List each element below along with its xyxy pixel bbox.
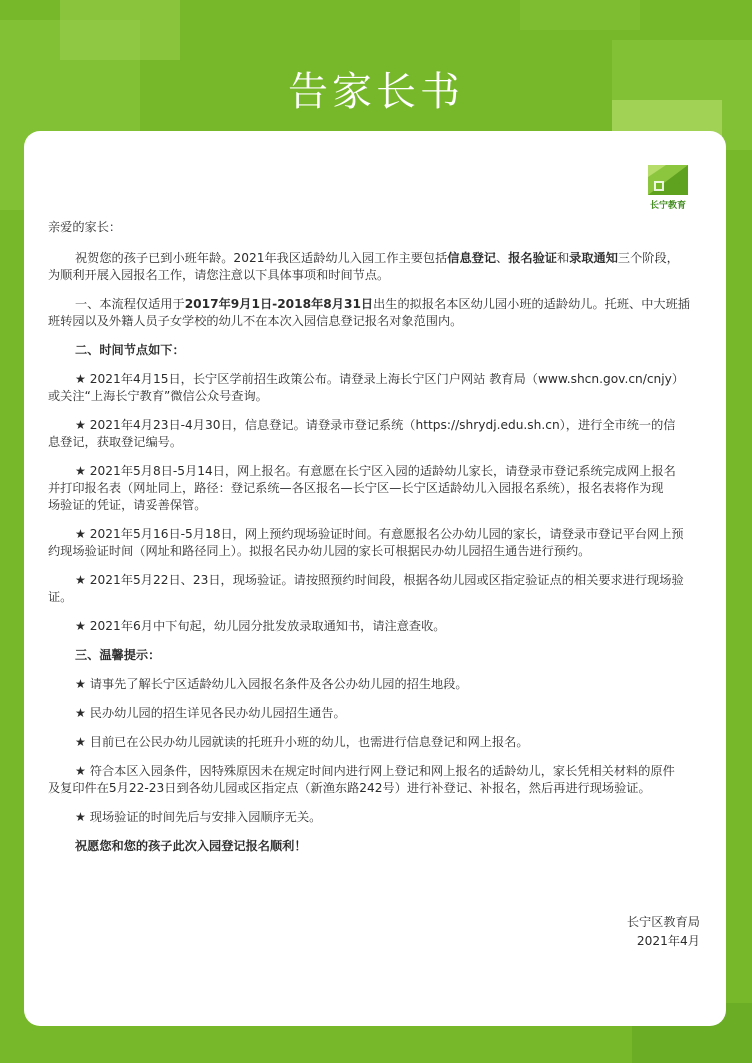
timeline-line: 并打印报名表（网址同上，路径：登记系统—各区报名—长宁区—长宁区适龄幼儿入园报名系统），报名表将作为现 xyxy=(48,481,664,495)
tip-line: ★ 符合本区入园条件，因特殊原因未在规定时间内进行网上登记和网上报名的适龄幼儿，家长凭相关材料的原件 xyxy=(75,764,675,778)
bold-span: 录取通知 xyxy=(569,251,618,265)
timeline-item xyxy=(48,618,700,635)
timeline-line: ★ 2021年5月22日、23日，现场验证。请按照预约时间段，根据各幼儿园或区指定验证点的相关要求进行现场验 xyxy=(75,573,684,587)
page-title: 告家长书 xyxy=(288,69,464,115)
timeline-item xyxy=(48,371,700,405)
text-span: 祝贺您的孩子已到小班年龄。2021年我区适龄幼儿入园工作主要包括 xyxy=(75,251,448,265)
timeline-line: ★ 2021年5月8日-5月14日，网上报名。有意愿在长宁区入园的适龄幼儿家长，请登录市登记系统完成网上报名 xyxy=(75,464,676,478)
text-span: 一、本流程仅适用于 xyxy=(75,297,185,311)
text-span: 出生的拟报名本区幼儿园小班的适龄幼儿。托班、中大班插 xyxy=(373,297,690,311)
tip-line: ★ 民办幼儿园的招生详见各民办幼儿园招生通告。 xyxy=(75,706,346,720)
timeline-line: 息登记，获取登记编号。 xyxy=(48,435,183,449)
timeline-line: ★ 2021年6月中下旬起，幼儿园分批发放录取通知书，请注意查收。 xyxy=(75,619,446,633)
timeline-line: 证。 xyxy=(48,590,73,604)
section-3-heading: 三、温馨提示： xyxy=(75,648,161,662)
signature-org: 长宁区教育局 xyxy=(626,915,700,929)
signature-date: 2021年4月 xyxy=(636,934,700,948)
timeline-line: ★ 2021年5月16日-5月18日，网上预约现场验证时间。有意愿报名公办幼儿园的家长，请登录市登记平台网上预 xyxy=(75,527,684,541)
section-1-line: 班转园以及外籍人员子女学校的幼儿不在本次入园信息登记报名对象范围内。 xyxy=(48,314,463,328)
changning-education-logo xyxy=(646,163,690,211)
text-span: 、 xyxy=(496,251,509,265)
timeline-line: ★ 2021年4月15日，长宁区学前招生政策公布。请登录上海长宁区门户网站 教育局（www.shcn.gov.cn/cnjy） xyxy=(75,372,685,386)
tip-item xyxy=(48,809,700,826)
closing-wish: 祝愿您和您的孩子此次入园登记报名顺利！ xyxy=(75,839,307,853)
bg-decoration xyxy=(520,0,640,30)
text-span: 三个阶段， xyxy=(617,251,679,265)
tip-line: ★ 现场验证的时间先后与安排入园顺序无关。 xyxy=(75,810,322,824)
logo-icon xyxy=(646,163,690,197)
timeline-line: 约现场验证时间（网址和路径同上）。拟报名民办幼儿园的家长可根据民办幼儿园招生通告进行预约。 xyxy=(48,544,591,558)
timeline-line: 场验证的凭证，请妥善保管。 xyxy=(48,498,207,512)
tip-line: ★ 目前已在公民办幼儿园就读的托班升小班的幼儿，也需进行信息登记和网上报名。 xyxy=(75,735,529,749)
logo-text: 长宁教育 xyxy=(649,201,686,211)
tip-item xyxy=(48,676,700,693)
intro-paragraph xyxy=(48,250,700,284)
timeline-item xyxy=(48,417,700,451)
signature-block xyxy=(627,913,700,951)
letter-body xyxy=(48,219,700,855)
greeting: 亲爱的家长： xyxy=(48,220,122,234)
tip-line: 及复印件在5月22-23日到各幼儿园或区指定点（新渔东路242号）进行补登记、补报名，然后再进行现场验证。 xyxy=(48,781,651,795)
timeline-line: 或关注“上海长宁教育”微信公众号查询。 xyxy=(48,389,268,403)
timeline-line: ★ 2021年4月23日-4月30日，信息登记。请登录市登记系统（https://shrydj.edu.sh.cn），进行全市统一的信 xyxy=(75,418,676,432)
tip-item xyxy=(48,705,700,722)
intro-line: 为顺利开展入园报名工作，请您注意以下具体事项和时间节点。 xyxy=(48,268,390,282)
bold-span: 报名验证 xyxy=(508,251,557,265)
tip-item xyxy=(48,763,700,797)
timeline-item xyxy=(48,526,700,560)
bold-span: 信息登记 xyxy=(447,251,497,265)
tip-item xyxy=(48,734,700,751)
section-2-heading: 二、时间节点如下： xyxy=(75,343,185,357)
bold-span: 2017年9月1日-2018年8月31日 xyxy=(184,297,374,311)
bg-decoration xyxy=(60,0,180,60)
section-1-paragraph xyxy=(48,296,700,330)
timeline-item xyxy=(48,463,700,514)
text-span: 和 xyxy=(556,251,570,265)
tip-line: ★ 请事先了解长宁区适龄幼儿入园报名条件及各公办幼儿园的招生地段。 xyxy=(75,677,468,691)
timeline-item xyxy=(48,572,700,606)
